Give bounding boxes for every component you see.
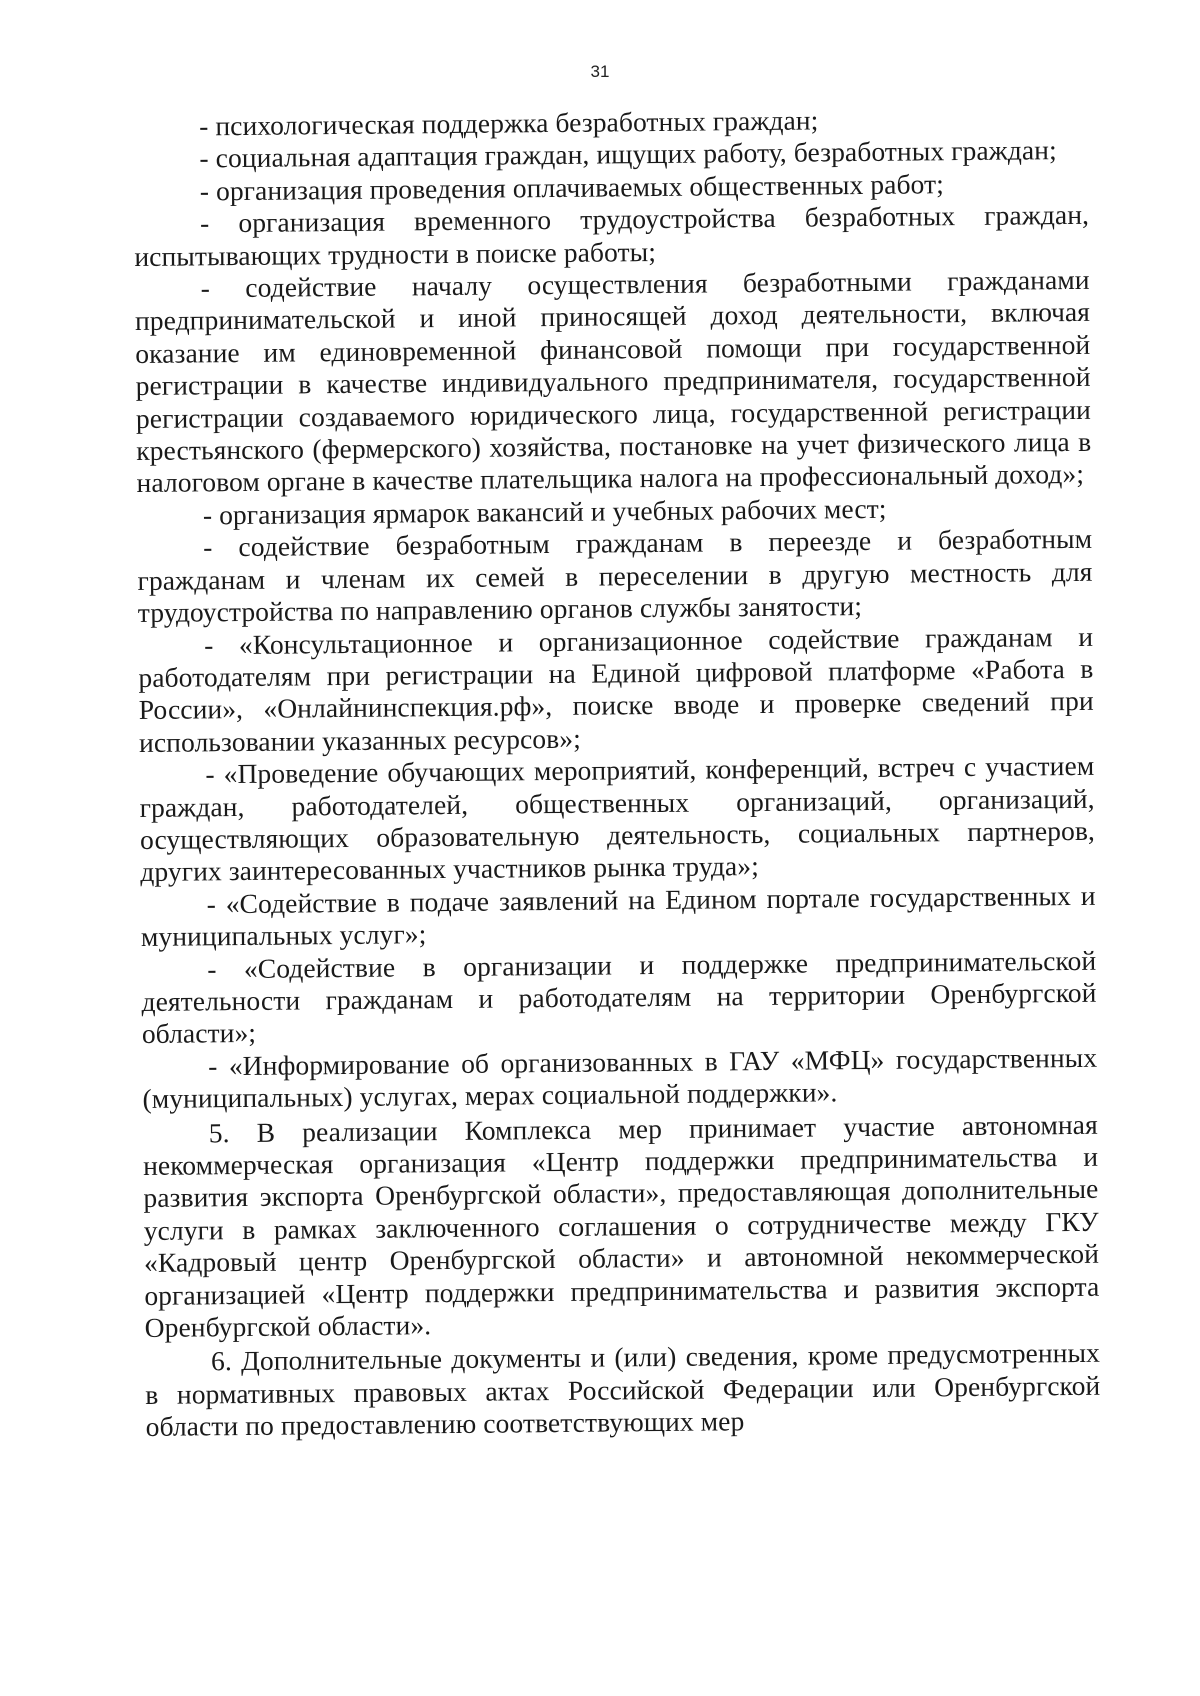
list-item-social-adaptation: - социальная адаптация граждан, ищущих работу, безработных граждан; — [199, 134, 1057, 174]
list-item-mfc-informing: - «Информирование об организованных в ГАУ «МФЦ» государственных (муниципальных) услугах, мерах социальной поддержки». — [142, 1041, 1098, 1115]
document-body — [133, 102, 1101, 1444]
list-item-paid-public-works: - организация проведения оплачиваемых общественных работ; — [199, 168, 945, 207]
list-item-temporary-employment: - организация временного трудоустройства безработных граждан, испытывающих трудности в поиске работы; — [134, 199, 1090, 272]
section-5-paragraph: 5. В реализации Комплекса мер принимает участие автономная некоммерческая организация «Центр поддержки предпринимательства и развития экспорта Оренбургской области», предоставляющая дополнительные услуги в рамках заключенного соглашения о сотрудничестве между ГКУ «Кадровый центр Оренбургской области» и автономной некоммерческой организацией «Центр поддержки предпринимательства и развития экспорта Оренбургской области». — [142, 1108, 1100, 1343]
page-number: 31 — [590, 62, 610, 81]
list-item-business-support: - «Содействие в организации и поддержке предпринимательской деятельности гражданам и работодателям на территории Оренбургской области»; — [141, 944, 1097, 1050]
list-item-relocation-assistance: - содействие безработным гражданам в переезде и безработным гражданам и членам их семей в переселении в другую местность для трудоустройства по направлению органов службы занятости; — [137, 523, 1093, 629]
list-item-job-fairs: - организация ярмарок вакансий и учебных рабочих мест; — [202, 492, 887, 531]
section-6-paragraph: 6. Дополнительные документы и (или) сведения, кроме предусмотренных в нормативных правовых актах Российской Федерации или Оренбургской области по предоставлению соответствующих мер — [145, 1337, 1101, 1443]
list-item-platform-registration: - «Консультационное и организационное содействие гражданам и работодателям при регистрации на Единой цифровой платформе «Работа в России», «Онлайнинспекция.рф», поиске вводе и проверке сведений при использовании указанных ресурсов»; — [138, 620, 1094, 758]
list-item-training-events: - «Проведение обучающих мероприятий, конференций, встреч с участием граждан, работодателей, общественных организаций, организаций, осуществляющих образовательную деятельность, социальных партнеров, других заинтересованных участников рынка труда»; — [139, 749, 1096, 888]
list-item-psychological-support: - психологическая поддержка безработных граждан; — [198, 104, 819, 142]
list-item-public-services-portal: - «Содействие в подаче заявлений на Едином портале государственных и муниципальных услуг»; — [140, 879, 1096, 953]
list-item-entrepreneurship-support: - содействие началу осуществления безработными гражданами предпринимательской и иной приносящей доход деятельности, включая оказание им единовременной финансовой помощи при государственной регистрации в качестве индивидуального предпринимателя, государственной регистрации создаваемого юридического лица, государственной регистрации крестьянского (фермерского) хозяйства, постановке на учет физического лица в налоговом органе в качестве плательщика налога на профессиональный доход»; — [134, 263, 1092, 499]
